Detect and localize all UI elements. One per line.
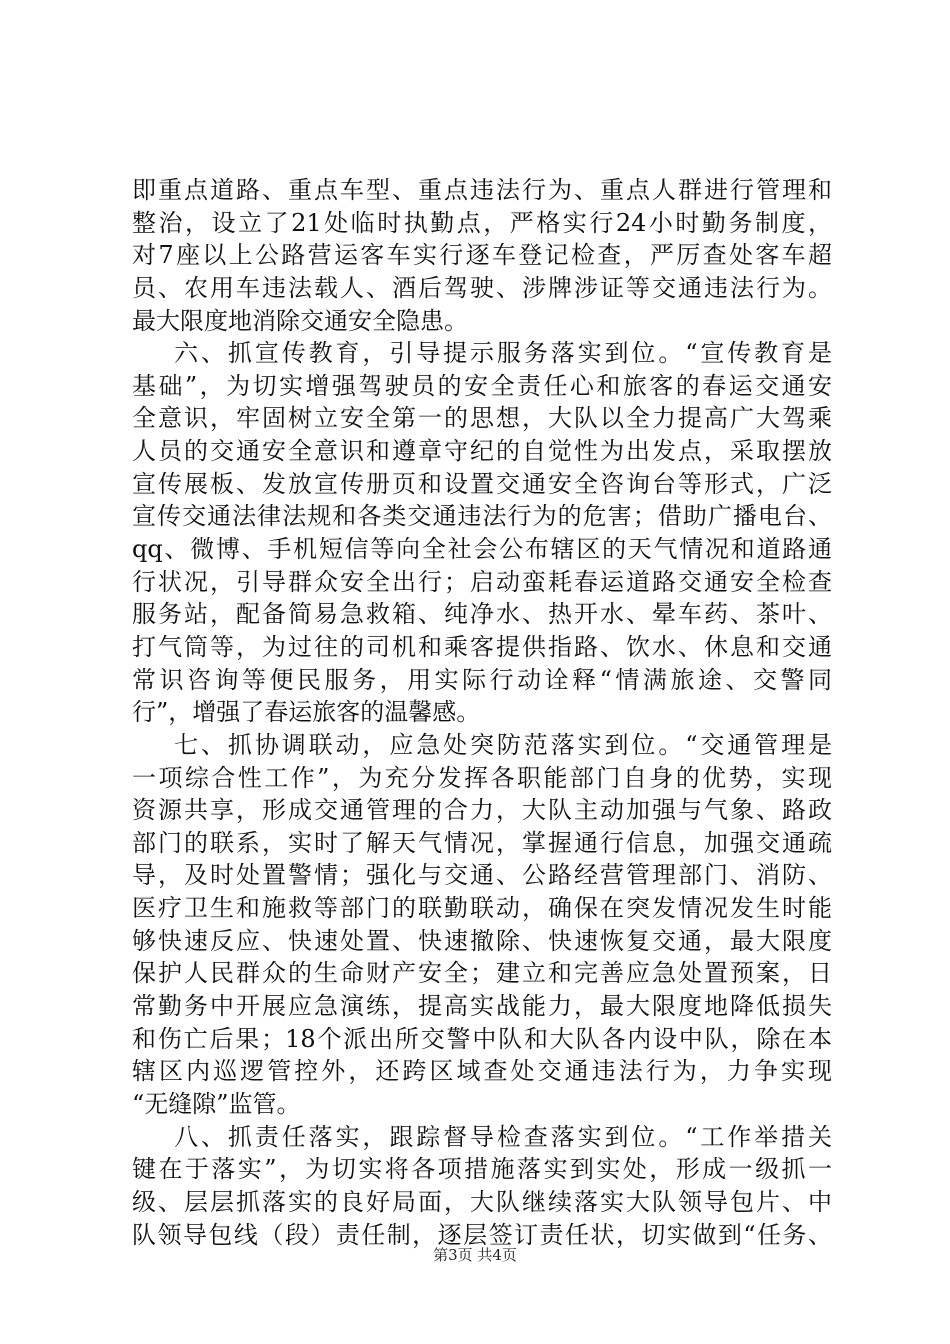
page-footer: 第3页 共4页 (433, 1246, 517, 1264)
text-line: 宣传展板、发放宣传册页和设置交通安全咨询台等形式，广泛 (132, 469, 832, 498)
text-line: 整治，设立了21处临时执勤点，严格实行24小时勤务制度， (132, 208, 832, 237)
text-line: 打气筒等，为过往的司机和乘客提供指路、饮水、休息和交通 (132, 632, 832, 661)
text-line: 行状况，引导群众安全出行；启动蛮耗春运道路交通安全检查 (132, 567, 832, 596)
text-line: 八、抓责任落实，跟踪督导检查落实到位。“工作举措关 (132, 1122, 832, 1151)
text-line: 够快速反应、快速处置、快速撤除、快速恢复交通，最大限度 (132, 926, 832, 955)
text-line: 员、农用车违法载人、酒后驾驶、涉牌涉证等交通违法行为。 (132, 273, 832, 302)
text-line: 部门的联系，实时了解天气情况，掌握通行信息，加强交通疏 (132, 828, 832, 857)
text-line: qq、微博、手机短信等向全社会公布辖区的天气情况和道路通 (132, 535, 832, 564)
text-line: 资源共享，形成交通管理的合力，大队主动加强与气象、路政 (132, 796, 832, 825)
text-line: 行”，增强了春运旅客的温馨感。 (132, 698, 481, 727)
body-text (132, 174, 832, 1251)
text-line: 宣传交通法律法规和各类交通违法行为的危害；借助广播电台、 (132, 502, 832, 531)
text-line: “无缝隙”监管。 (132, 1089, 301, 1118)
text-line: 最大限度地消除交通安全隐患。 (132, 306, 468, 335)
text-line: 常识咨询等便民服务，用实际行动诠释“情满旅途、交警同 (132, 665, 832, 694)
text-line: 保护人民群众的生命财产安全；建立和完善应急处置预案，日 (132, 959, 832, 988)
text-line: 常勤务中开展应急演练，提高实战能力，最大限度地降低损失 (132, 992, 832, 1021)
text-line: 一项综合性工作”，为充分发挥各职能部门自身的优势，实现 (132, 763, 832, 792)
text-line: 医疗卫生和施救等部门的联勤联动，确保在突发情况发生时能 (132, 894, 832, 923)
text-line: 对7座以上公路营运客车实行逐车登记检查，严厉查处客车超 (132, 241, 832, 270)
text-line: 七、抓协调联动，应急处突防范落实到位。“交通管理是 (132, 730, 832, 759)
text-line: 辖区内巡逻管控外，还跨区域查处交通违法行为，力争实现 (132, 1057, 832, 1086)
text-line: 键在于落实”，为切实将各项措施落实到实处，形成一级抓一 (132, 1155, 832, 1184)
text-line: 人员的交通安全意识和遵章守纪的自觉性为出发点，采取摆放 (132, 437, 832, 466)
text-line: 队领导包线（段）责任制，逐层签订责任状，切实做到“任务、 (132, 1220, 832, 1249)
text-line: 即重点道路、重点车型、重点违法行为、重点人群进行管理和 (132, 176, 832, 204)
text-line: 导，及时处置警情；强化与交通、公路经营管理部门、消防、 (132, 861, 832, 890)
text-line: 全意识，牢固树立安全第一的思想，大队以全力提高广大驾乘 (132, 404, 832, 433)
text-line: 六、抓宣传教育，引导提示服务落实到位。“宣传教育是 (132, 339, 832, 368)
text-line: 级、层层抓落实的良好局面，大队继续落实大队领导包片、中 (132, 1187, 832, 1216)
text-line: 基础”，为切实增强驾驶员的安全责任心和旅客的春运交通安 (132, 371, 832, 400)
text-line: 和伤亡后果；18个派出所交警中队和大队各内设中队，除在本 (132, 1024, 832, 1053)
text-line: 服务站，配备简易急救箱、纯净水、热开水、晕车药、茶叶、 (132, 600, 832, 629)
